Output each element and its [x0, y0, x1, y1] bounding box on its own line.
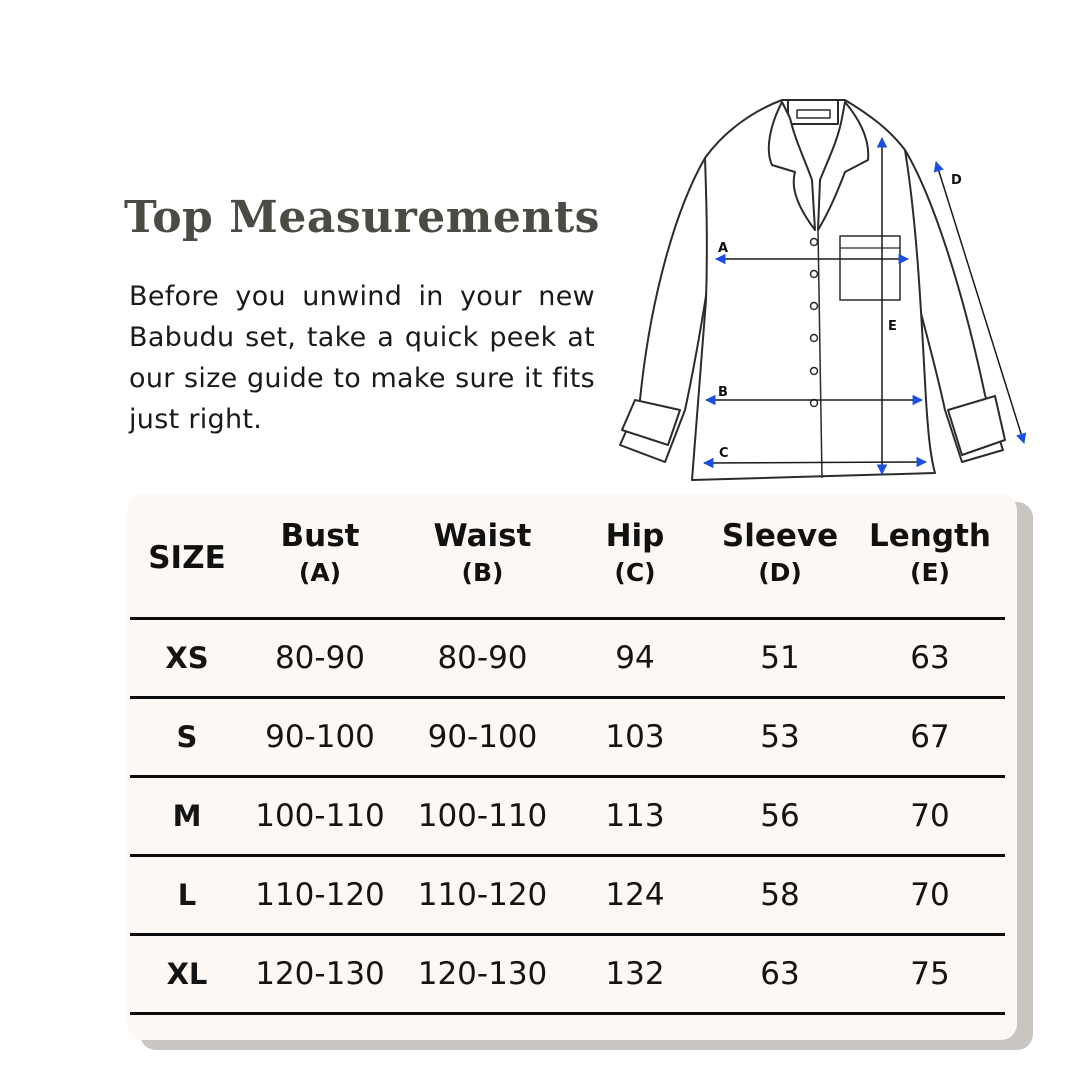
cell-size: S [176, 720, 198, 754]
cell-hip: 103 [605, 719, 665, 755]
cell-bust: 120-130 [255, 956, 385, 992]
intro-text: Before you unwind in your new Babudu set, take a quick peek at our size guide to make sure it fits just right. [129, 281, 595, 435]
header-length: Length (E) [869, 518, 991, 587]
header-bust: Bust (A) [280, 518, 360, 587]
table-row [127, 778, 1017, 854]
cell-sleeve: 51 [760, 640, 800, 676]
cell-waist: 120-130 [417, 956, 548, 992]
table-row [127, 857, 1017, 933]
cell-bust: 90-100 [265, 719, 375, 755]
cell-sleeve: 58 [760, 877, 800, 913]
cell-size: XS [165, 641, 209, 675]
table-divider [130, 1012, 1005, 1015]
cell-bust: 80-90 [274, 640, 366, 676]
shirt-measurement-diagram [600, 88, 1040, 488]
cell-bust: 110-120 [255, 877, 385, 913]
table-row [127, 620, 1017, 696]
cell-length: 70 [910, 798, 950, 834]
cell-length: 63 [910, 640, 950, 676]
label-e: E [888, 319, 897, 334]
label-a: A [718, 241, 729, 256]
cell-bust: 100-110 [255, 798, 385, 834]
cell-waist: 90-100 [427, 719, 538, 755]
cell-hip: 124 [605, 877, 665, 913]
cell-length: 75 [910, 956, 950, 992]
cell-waist: 80-90 [437, 640, 528, 676]
cell-sleeve: 56 [760, 798, 800, 834]
size-table-card [127, 494, 1017, 1040]
cell-sleeve: 63 [760, 956, 800, 992]
cell-waist: 100-110 [417, 798, 548, 834]
cell-hip: 132 [605, 956, 665, 992]
page-title: Top Measurements [124, 192, 600, 243]
header-waist: Waist (B) [433, 518, 532, 587]
header-sleeve: Sleeve (D) [721, 518, 839, 587]
cell-hip: 113 [605, 798, 665, 834]
label-c: C [719, 446, 729, 461]
header-hip: Hip (C) [605, 518, 665, 587]
label-b: B [718, 385, 728, 400]
arrow-c [704, 462, 926, 463]
label-d: D [951, 173, 962, 188]
cell-size: L [177, 878, 197, 912]
cell-sleeve: 53 [760, 719, 800, 755]
table-row [127, 699, 1017, 775]
cell-hip: 94 [615, 640, 655, 676]
cell-size: XL [166, 957, 208, 991]
header-size: SIZE [148, 540, 226, 576]
cell-length: 70 [910, 877, 950, 913]
cell-length: 67 [910, 719, 950, 755]
cell-waist: 110-120 [417, 877, 548, 913]
table-row [127, 936, 1017, 1012]
size-table-header [127, 494, 1017, 620]
shirt-outline [620, 100, 1005, 480]
cell-size: M [172, 799, 202, 833]
